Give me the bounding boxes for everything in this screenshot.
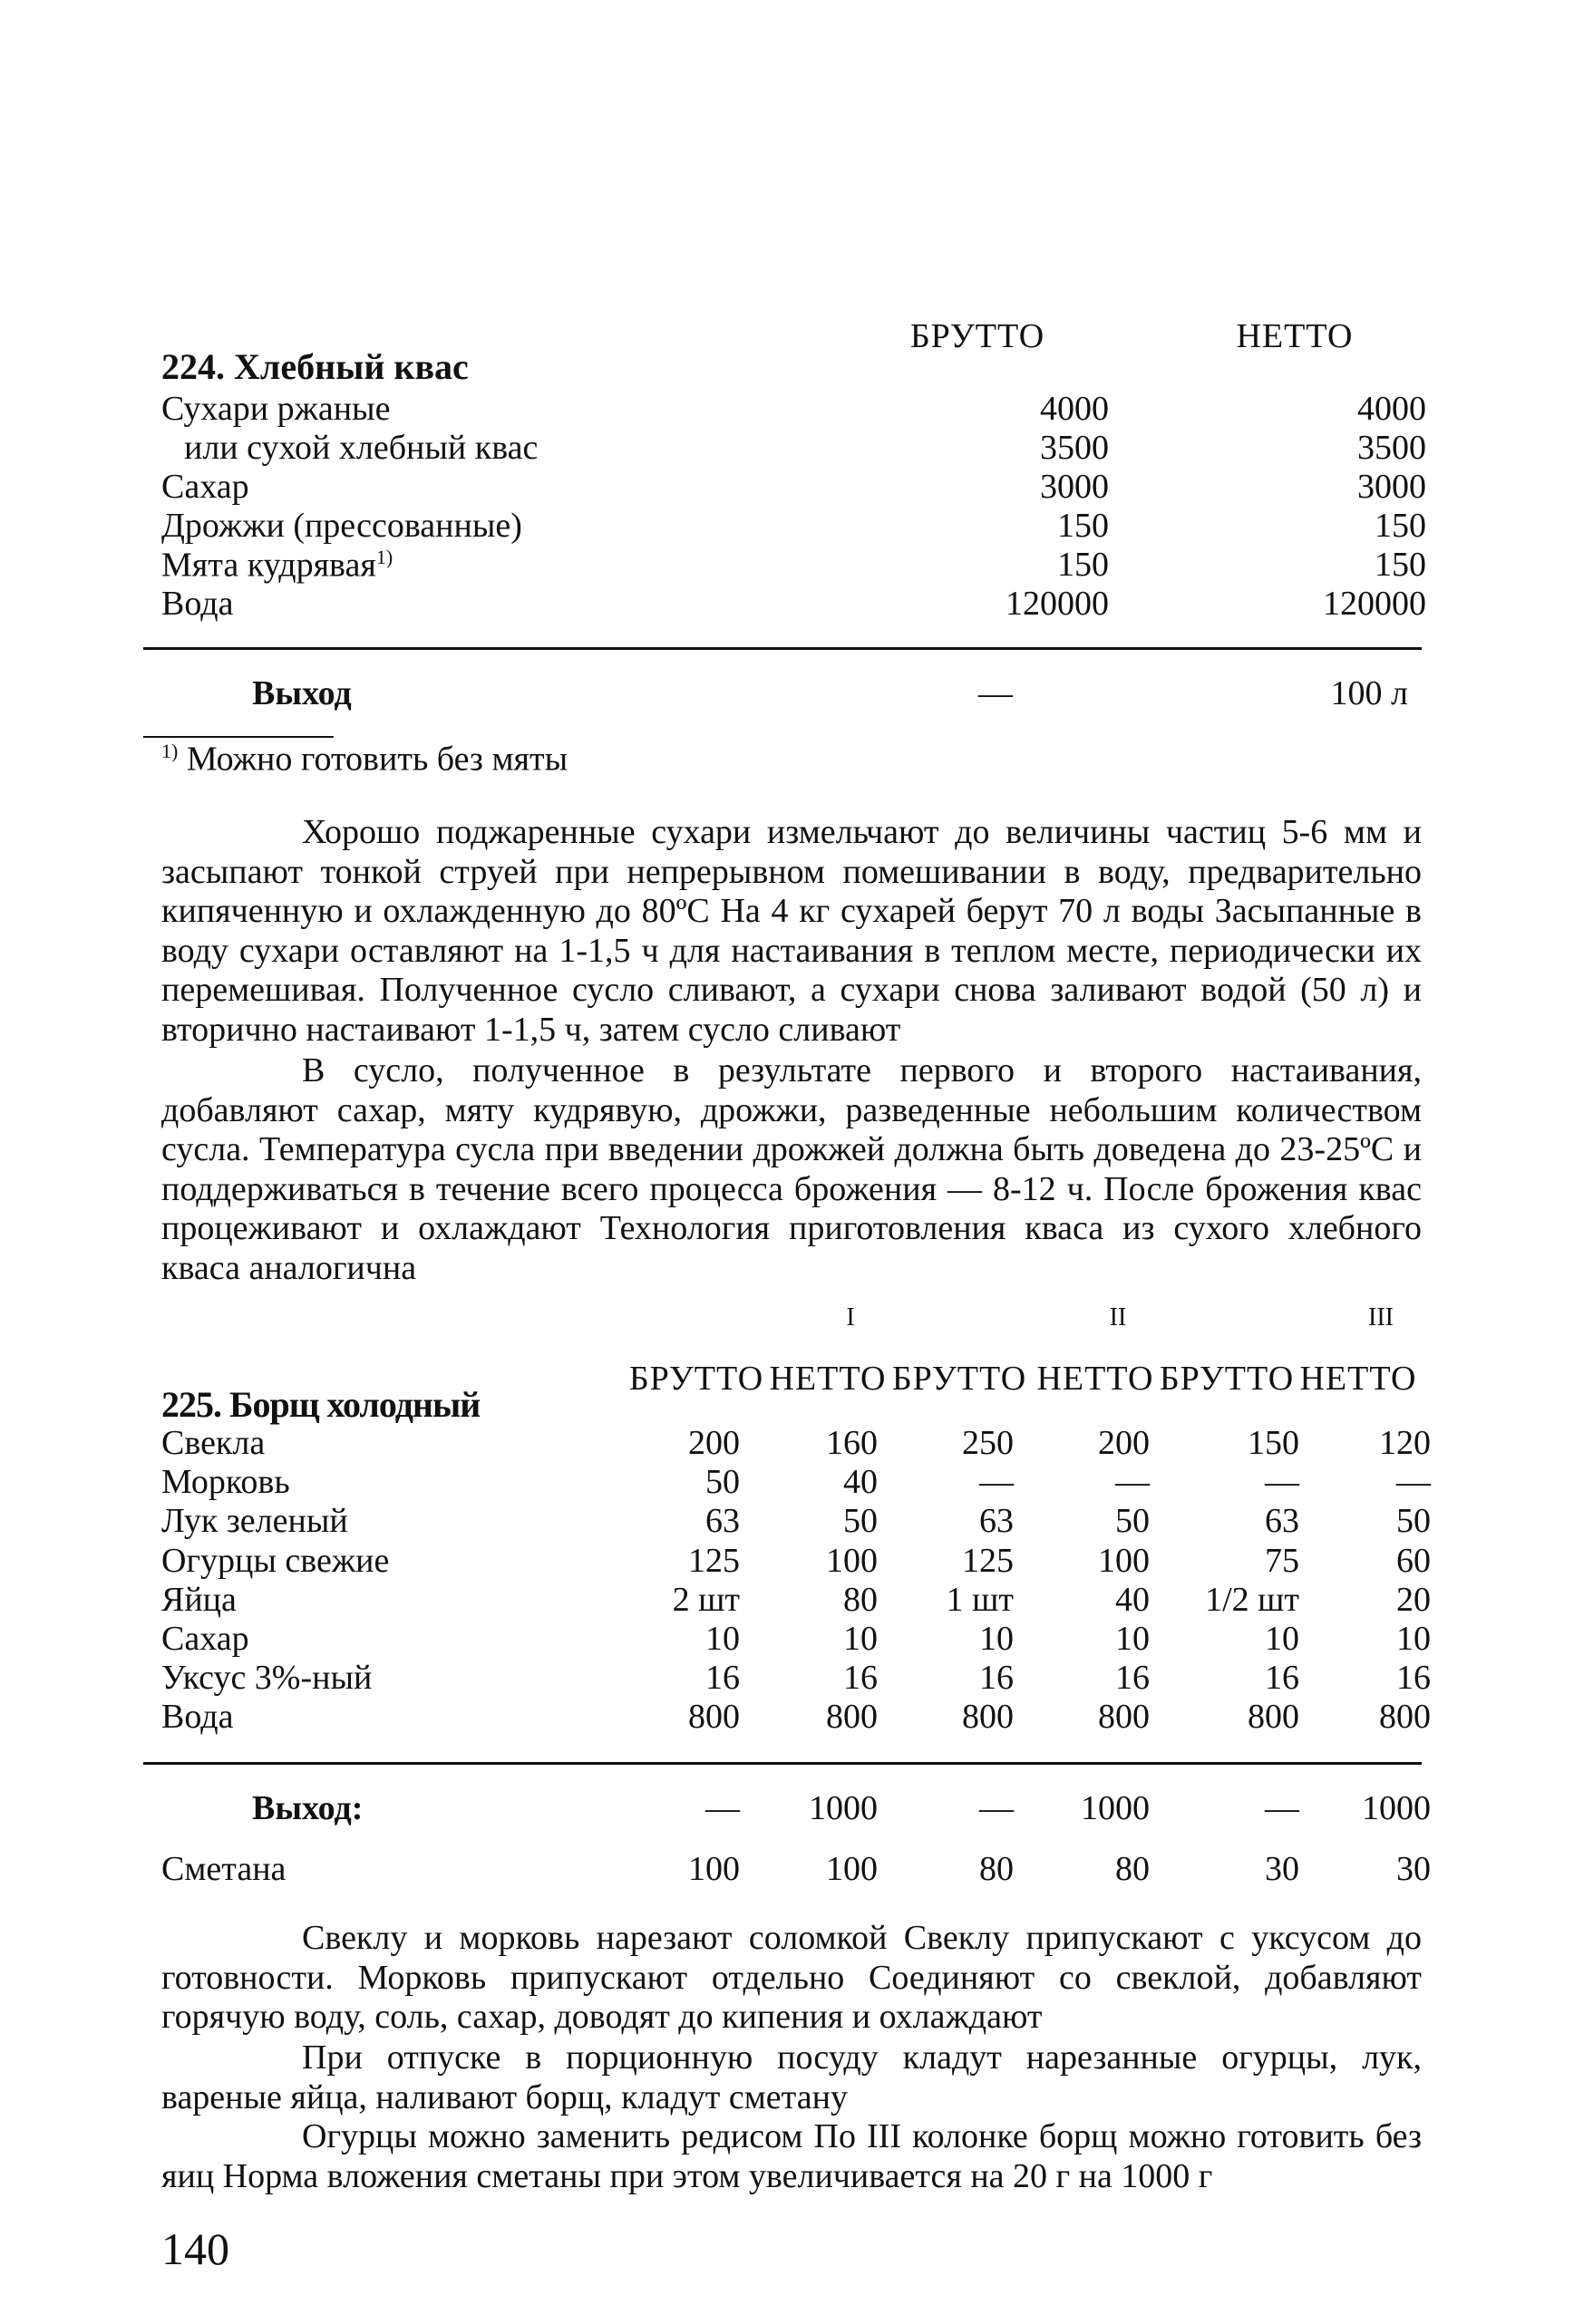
paragraph: Свеклу и морковь нарезают соломкой Свеклу припускают с уксусом до готовности. Морковь припускают отдельно Соединяют со свеклой, добавляют горячую воду, соль, сахар, доводят до кипения и охлаждают (161, 1919, 1422, 2036)
brutto-value: 800 (1248, 1698, 1299, 1736)
recipe-title: 225. Борщ холодный (161, 1384, 481, 1425)
brutto-value: 2 шт (672, 1581, 740, 1619)
netto-value: 150 (1375, 507, 1426, 545)
ingredient-name: Морковь (161, 1463, 290, 1501)
footnote-text: Можно готовить без мяты (186, 740, 568, 779)
brutto-value: — (1265, 1463, 1299, 1501)
netto-value: 50 (1396, 1502, 1431, 1540)
netto-value: 60 (1396, 1542, 1431, 1580)
netto-value: 16 (843, 1659, 878, 1697)
brutto-value: — (705, 1789, 740, 1827)
ingredient-name: Дрожжи (прессованные) (161, 507, 522, 545)
footnote (161, 741, 568, 777)
brutto-value: 80 (979, 1850, 1014, 1888)
brutto-value: 125 (688, 1542, 740, 1580)
netto-value: 16 (1115, 1659, 1150, 1697)
netto-value: 4000 (1357, 390, 1426, 428)
brutto-value: 1/2 шт (1205, 1581, 1299, 1619)
brutto-value: 200 (688, 1424, 740, 1462)
ingredient-name: Огурцы свежие (161, 1542, 390, 1580)
yield-label: Выход (252, 674, 352, 712)
brutto-value: 3000 (1040, 468, 1109, 506)
footnote-marker: 1) (161, 740, 179, 762)
brutto-value: 150 (1248, 1424, 1299, 1462)
netto-value: 800 (1098, 1698, 1150, 1736)
netto-value: 50 (1115, 1502, 1150, 1540)
yield-label: Выход: (252, 1789, 364, 1827)
brutto-value: — (979, 1463, 1014, 1501)
ingredient-name: Сахар (161, 1620, 249, 1658)
paragraph: При отпуске в порционную посуду кладут нарезанные огурцы, лук, вареные яйца, наливают борщ, кладут сметану (161, 2038, 1422, 2116)
brutto-value: 125 (962, 1542, 1014, 1580)
netto-value: 120 (1379, 1424, 1431, 1462)
group-header: III (1368, 1303, 1394, 1331)
netto-value: 16 (1396, 1659, 1431, 1697)
ingredient-name: Сухари ржаные (161, 390, 391, 428)
netto-value: 800 (826, 1698, 878, 1736)
yield-brutto: — (978, 674, 1013, 712)
brutto-value: — (979, 1789, 1014, 1827)
netto-value: 1000 (809, 1789, 878, 1827)
paragraph: Огурцы можно заменить редисом По III колонке борщ можно готовить без яиц Норма вложения сметаны при этом увеличивается на 20 г на 1000 г (161, 2117, 1422, 2195)
netto-value: 100 (826, 1850, 878, 1888)
brutto-value: — (1265, 1789, 1299, 1827)
brutto-value: 16 (1265, 1659, 1299, 1697)
netto-value: 1000 (1081, 1789, 1150, 1827)
recipe-title: 224. Хлебный квас (161, 346, 469, 387)
netto-value: 200 (1098, 1424, 1150, 1462)
yield-netto: 100 л (1330, 674, 1408, 712)
brutto-value: 800 (962, 1698, 1014, 1736)
brutto-value: 150 (1057, 546, 1109, 584)
book-page (143, 0, 1431, 2324)
brutto-value: 100 (688, 1850, 740, 1888)
ingredient-name (161, 547, 887, 583)
netto-value: 80 (1115, 1850, 1150, 1888)
column-header-brutto: БРУТТО (628, 1360, 764, 1398)
brutto-value: 1 шт (946, 1581, 1014, 1619)
brutto-value: 10 (1265, 1620, 1299, 1658)
column-header-netto: НЕТТО (769, 1360, 887, 1398)
column-header-netto: НЕТТО (1236, 317, 1354, 355)
ingredient-name: Яйца (161, 1581, 237, 1619)
ingredient-name: Сахар (161, 468, 249, 506)
group-header: I (846, 1303, 855, 1331)
group-header: II (1109, 1303, 1127, 1331)
table-rule (143, 1762, 1422, 1765)
netto-value: — (1115, 1463, 1150, 1501)
column-header-brutto: БРУТТО (1159, 1360, 1295, 1398)
netto-value: 1000 (1362, 1789, 1431, 1827)
netto-value: 20 (1396, 1581, 1431, 1619)
netto-value: 100 (1098, 1542, 1150, 1580)
ingredient-name: Сметана (161, 1850, 287, 1888)
netto-value: 30 (1396, 1850, 1431, 1888)
table-rule (143, 647, 1422, 650)
netto-value: — (1396, 1463, 1431, 1501)
column-header-brutto: БРУТТО (909, 317, 1045, 355)
netto-value: 3500 (1357, 429, 1426, 467)
brutto-value: 10 (705, 1620, 740, 1658)
netto-value: 100 (826, 1542, 878, 1580)
page-number: 140 (161, 2223, 229, 2274)
brutto-value: 4000 (1040, 390, 1109, 428)
column-header-brutto: БРУТТО (891, 1360, 1027, 1398)
brutto-value: 63 (1265, 1502, 1299, 1540)
ingredient-name: Уксус 3%-ный (161, 1659, 373, 1697)
brutto-value: 120000 (1006, 585, 1109, 623)
brutto-value: 800 (688, 1698, 740, 1736)
paragraph: В сусло, полученное в результате первого и второго настаивания, добавляют сахар, мяту кудрявую, дрожжи, разведенные небольшим количеством сусла. Температура сусла при введении дрожжей должна быть доведена до 23-25ºС и поддерживаться в течение всего процесса брожения — 8-12 ч. После брожения квас процеживают и охлаждают Технология приготовления кваса из сухого хлебного кваса аналогична (161, 1051, 1422, 1287)
ingredient-name-text: Мята кудрявая (161, 546, 376, 585)
footnote-marker: 1) (375, 546, 394, 568)
netto-value: 40 (843, 1463, 878, 1501)
brutto-value: 50 (705, 1463, 740, 1501)
column-header-netto: НЕТТО (1299, 1360, 1417, 1398)
ingredient-name: Свекла (161, 1424, 266, 1462)
brutto-value: 16 (979, 1659, 1014, 1697)
brutto-value: 3500 (1040, 429, 1109, 467)
ingredient-name: или сухой хлебный квас (184, 429, 539, 467)
column-header-netto: НЕТТО (1036, 1360, 1154, 1398)
netto-value: 40 (1115, 1581, 1150, 1619)
brutto-value: 63 (705, 1502, 740, 1540)
ingredient-name: Вода (161, 585, 234, 623)
footnote-rule (143, 736, 334, 738)
netto-value: 10 (1115, 1620, 1150, 1658)
netto-value: 120000 (1323, 585, 1426, 623)
netto-value: 800 (1379, 1698, 1431, 1736)
ingredient-name: Вода (161, 1698, 234, 1736)
brutto-value: 75 (1265, 1542, 1299, 1580)
netto-value: 80 (843, 1581, 878, 1619)
brutto-value: 250 (962, 1424, 1014, 1462)
brutto-value: 63 (979, 1502, 1014, 1540)
brutto-value: 10 (979, 1620, 1014, 1658)
netto-value: 160 (826, 1424, 878, 1462)
brutto-value: 150 (1057, 507, 1109, 545)
paragraph: Хорошо поджаренные сухари измельчают до величины частиц 5-6 мм и засыпают тонкой струей при непрерывном помешивании в воду, предварительно кипяченную и охлажденную до 80ºС На 4 кг сухарей берут 70 л воды Засыпанные в воду сухари оставляют на 1-1,5 ч для настаивания в теплом месте, периодически их перемешивая. Полученное сусло сливают, а сухари снова заливают водой (50 л) и вторично настаивают 1-1,5 ч, затем сусло сливают (161, 813, 1422, 1049)
netto-value: 10 (1396, 1620, 1431, 1658)
ingredient-name: Лук зеленый (161, 1502, 348, 1540)
brutto-value: 30 (1265, 1850, 1299, 1888)
netto-value: 150 (1375, 546, 1426, 584)
netto-value: 50 (843, 1502, 878, 1540)
brutto-value: 16 (705, 1659, 740, 1697)
netto-value: 10 (843, 1620, 878, 1658)
netto-value: 3000 (1357, 468, 1426, 506)
